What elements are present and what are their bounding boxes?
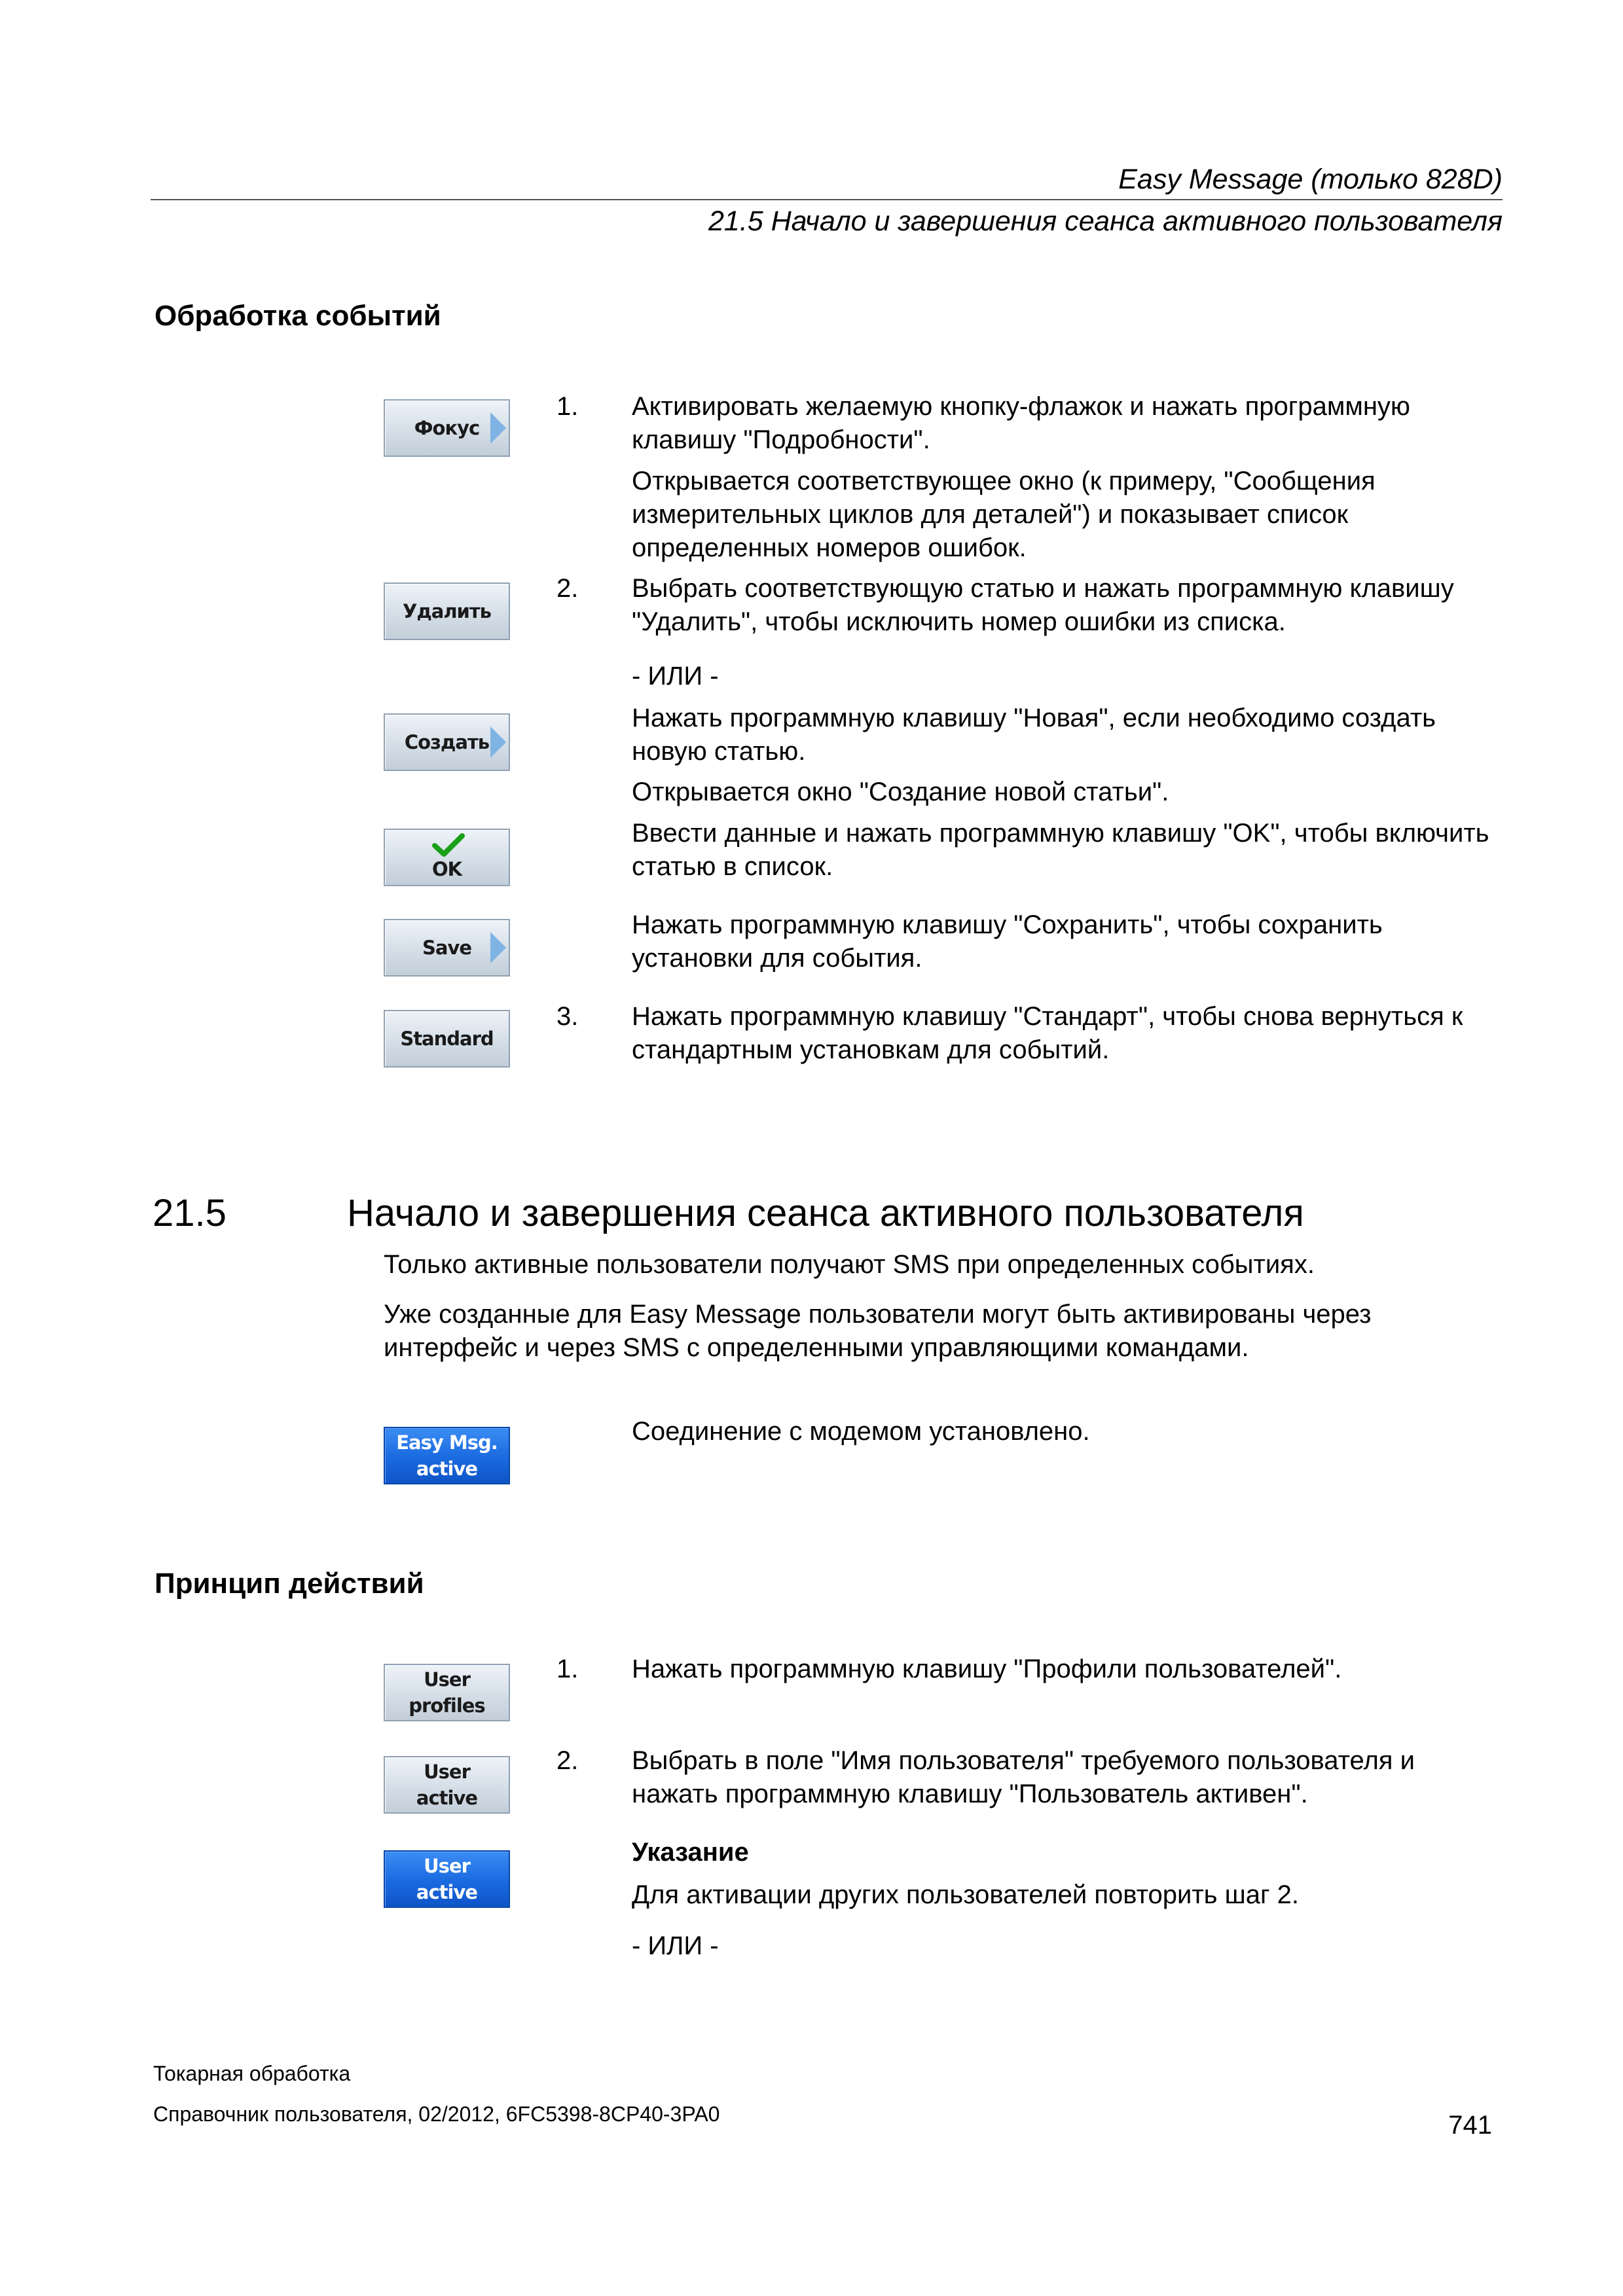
- softkey-ok-label: OK: [431, 858, 462, 880]
- softkey-user-active-pressed: [384, 1850, 510, 1908]
- page-number: 741: [1448, 2111, 1492, 2140]
- step-text: Нажать программную клавишу "Стандарт", чтобы снова вернуться к стандартным установкам для событий.: [632, 1002, 1463, 1064]
- section-number: 21.5: [153, 1192, 227, 1234]
- softkey-ok: [384, 829, 510, 886]
- step-text: Выбрать соответствующую статью и нажать программную клавишу "Удалить", чтобы исключить номер ошибки из списка.: [632, 574, 1454, 636]
- step-text: Ввести данные и нажать программную клавишу "OK", чтобы включить статью в список.: [632, 819, 1489, 881]
- softkey-focus-label: Фокус: [414, 417, 480, 439]
- softkey-focus: [384, 399, 510, 457]
- softkey-save: [384, 919, 510, 977]
- section-heading-events: Обработка событий: [155, 300, 441, 332]
- section-title: Начало и завершения сеанса активного пользователя: [347, 1192, 1304, 1234]
- softkey-user-active: [384, 1756, 510, 1814]
- softkey-standard-label: Standard: [400, 1028, 494, 1050]
- footer-doc-id: Справочник пользователя, 02/2012, 6FC5398-8CP40-3PA0: [153, 2102, 720, 2126]
- softkey-easy-msg-active: [384, 1427, 510, 1484]
- section-heading-procedure: Принцип действий: [155, 1568, 424, 1600]
- running-header-title: Easy Message (только 828D): [1118, 164, 1503, 195]
- step-number: 1.: [556, 1655, 579, 1683]
- step-text: Активировать желаемую кнопку-флажок и нажать программную клавишу "Подробности".: [632, 392, 1410, 454]
- softkey-create: [384, 713, 510, 771]
- step-number: 1.: [556, 392, 579, 421]
- or-separator: - ИЛИ -: [632, 1931, 719, 1960]
- softkey-easy-msg-label: active: [416, 1458, 478, 1480]
- step-text: Нажать программную клавишу "Сохранить", чтобы сохранить установки для события.: [632, 910, 1383, 973]
- softkey-user-profiles-label: User: [424, 1668, 470, 1691]
- softkey-delete-label: Удалить: [402, 600, 492, 622]
- softkey-user-profiles: [384, 1664, 510, 1721]
- step-number: 2.: [556, 574, 579, 603]
- step-number: 2.: [556, 1746, 579, 1775]
- running-header-subtitle: 21.5 Начало и завершения сеанса активного пользователя: [708, 206, 1503, 237]
- softkey-user-active-label: active: [416, 1881, 478, 1903]
- arrow-right-icon: [490, 412, 506, 444]
- header-divider: [151, 199, 1503, 200]
- softkey-save-label: Save: [422, 937, 472, 959]
- modem-status-text: Соединение с модемом установлено.: [632, 1417, 1090, 1446]
- step-number: 3.: [556, 1002, 579, 1031]
- softkey-user-active-label: active: [416, 1787, 478, 1809]
- softkey-delete: [384, 583, 510, 640]
- step-text: Нажать программную клавишу "Профили пользователей".: [632, 1655, 1342, 1683]
- step-text: Открывается окно "Создание новой статьи".: [632, 778, 1169, 806]
- step-text: Открывается соответствующее окно (к примеру, "Сообщения измерительных циклов для деталей") и показывает список определенных номеров ошибок.: [632, 467, 1376, 562]
- softkey-user-profiles-label: profiles: [409, 1695, 485, 1717]
- footer-product: Токарная обработка: [153, 2062, 351, 2085]
- intro-paragraph: Только активные пользователи получают SMS при определенных событиях.: [384, 1250, 1315, 1279]
- note-text: Для активации других пользователей повторить шаг 2.: [632, 1880, 1300, 1909]
- checkmark-icon: [432, 833, 465, 857]
- intro-paragraph: Уже созданные для Easy Message пользователи могут быть активированы через интерфейс и через SMS с определенными управляющими командами.: [384, 1300, 1372, 1362]
- arrow-right-icon: [490, 726, 506, 758]
- softkey-standard: [384, 1010, 510, 1067]
- softkey-easy-msg-label: Easy Msg.: [396, 1431, 498, 1454]
- or-separator: - ИЛИ -: [632, 662, 719, 691]
- step-text: Выбрать в поле "Имя пользователя" требуемого пользователя и нажать программную клавишу "Пользователь активен".: [632, 1746, 1415, 1808]
- step-text: Нажать программную клавишу "Новая", если необходимо создать новую статью.: [632, 704, 1436, 766]
- softkey-user-active-label: User: [424, 1761, 470, 1783]
- arrow-right-icon: [490, 932, 506, 963]
- note-heading: Указание: [632, 1838, 749, 1867]
- softkey-create-label: Создать: [404, 731, 490, 753]
- softkey-user-active-label: User: [424, 1855, 470, 1877]
